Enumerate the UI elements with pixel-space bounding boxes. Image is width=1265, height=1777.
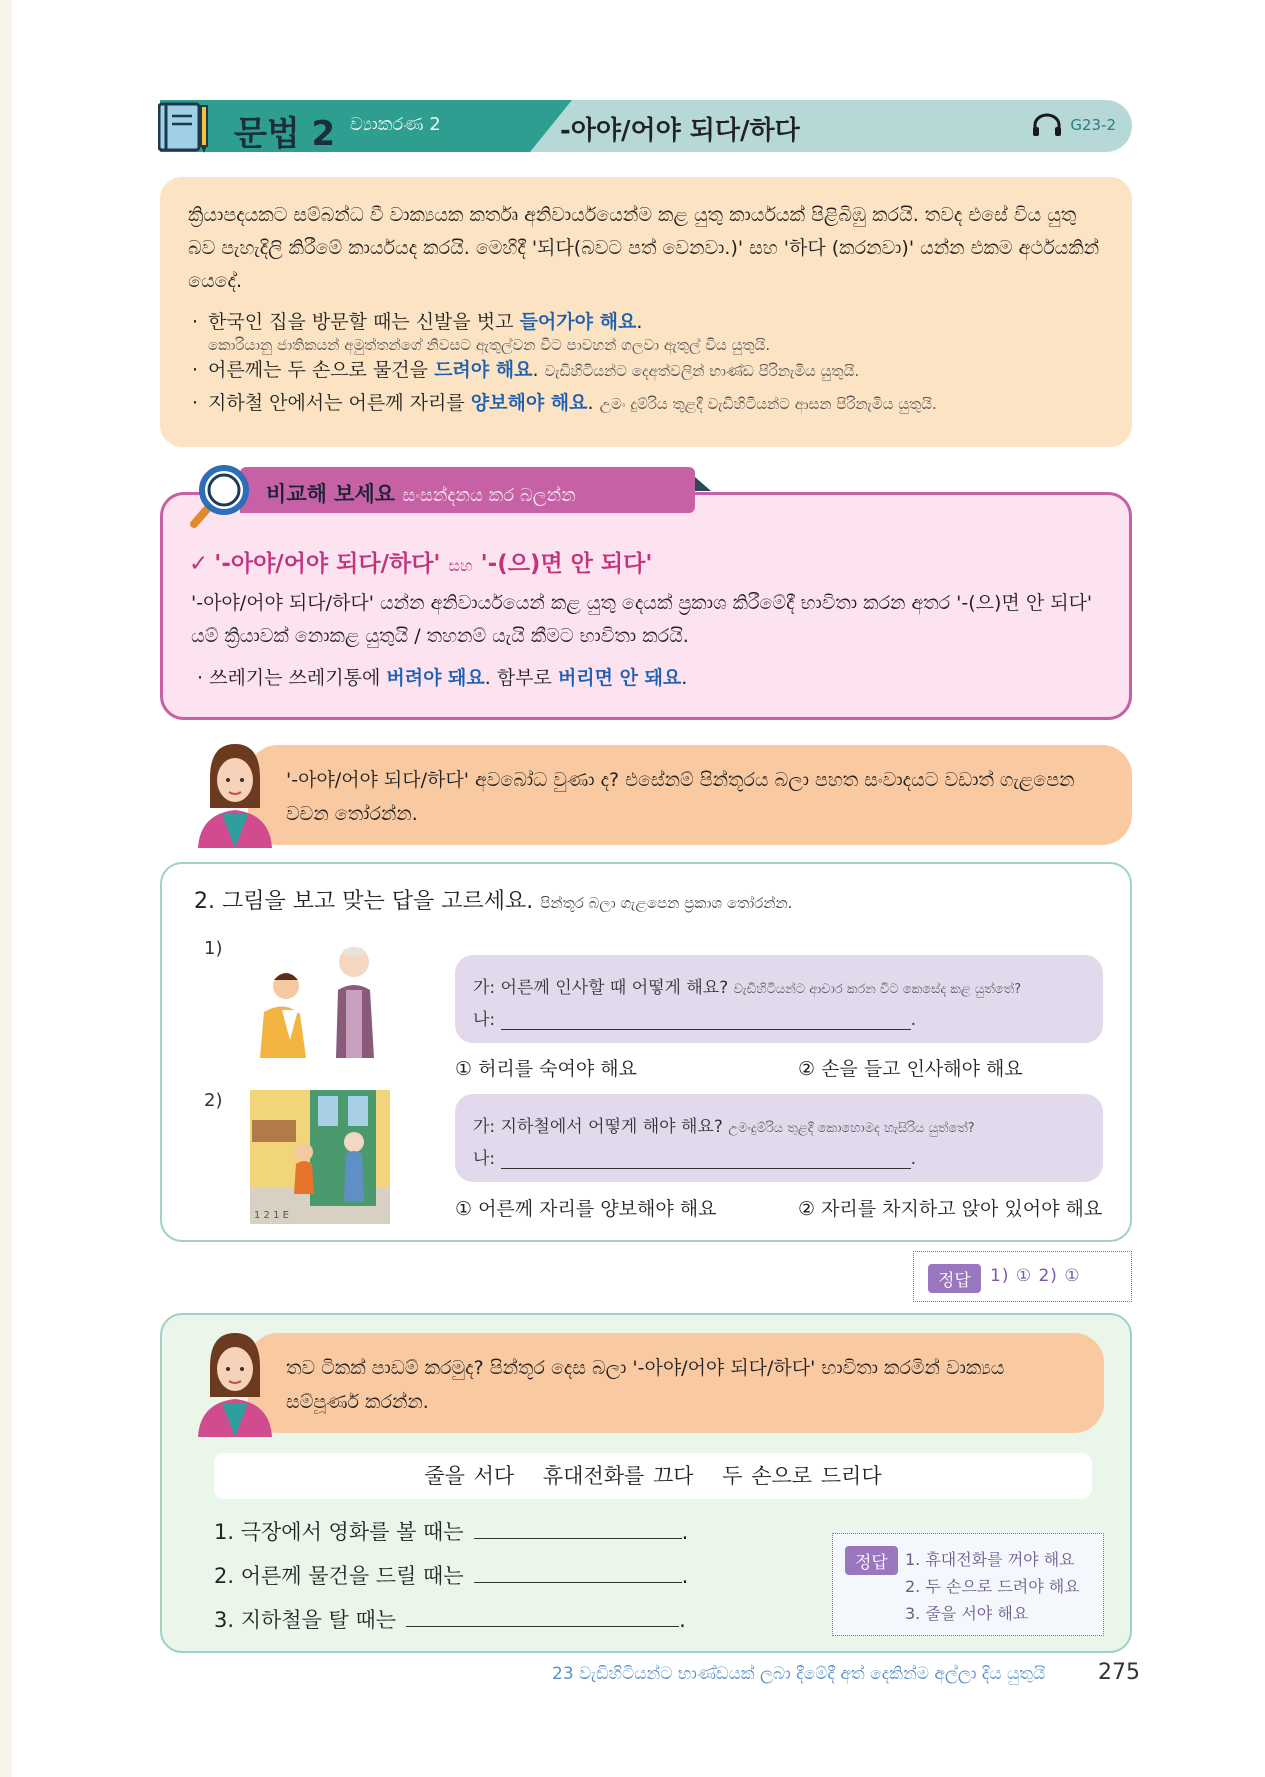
practice-prompt: 2. 어른께 물건을 드릴 때는 bbox=[214, 1564, 464, 1588]
compare-tab-si: සංසන්දනය කර බලන්න bbox=[402, 485, 576, 506]
exercise-title bbox=[194, 884, 792, 915]
notebook-icon bbox=[158, 100, 210, 154]
answer-key-2 bbox=[832, 1533, 1104, 1636]
answer-item: 2. 두 손으로 드려야 해요 bbox=[905, 1577, 1080, 1596]
audio-code: G23-2 bbox=[1070, 116, 1116, 134]
practice-question: 2. 어른께 물건을 드릴 때는 . bbox=[214, 1560, 688, 1590]
grammar-title: 문법 2 bbox=[234, 114, 336, 154]
example-punct: . bbox=[587, 392, 594, 414]
question-ko: 가: 어른께 인사할 때 어떻게 해요? bbox=[473, 978, 729, 998]
compare-example-text: . bbox=[681, 667, 688, 689]
dialogue-box bbox=[455, 955, 1103, 1043]
compare-tab-label bbox=[266, 478, 576, 508]
teacher-prompt: '-아야/어야 되다/하다' අවබෝධ වුණා ද? එසේනම් පින්තූරය බලා පහත සංවාදයට වඩාත් ගැළපෙන වචන තෝරන්න. bbox=[248, 745, 1132, 845]
answer-blank[interactable] bbox=[501, 1150, 911, 1169]
question-number: 2) bbox=[204, 1090, 223, 1111]
svg-text:1 2 1 E: 1 2 1 E bbox=[254, 1210, 289, 1221]
lesson-title: වැඩිහිටියන්ට භාණ්ඩයක් ලබා දීමේදී අත් දෙකින්ම අල්ලා දිය යුතුයි bbox=[579, 1664, 1046, 1684]
answer-badge: 정답 bbox=[928, 1264, 981, 1293]
answer-list bbox=[905, 1546, 1080, 1627]
answer-badge: 정답 bbox=[845, 1546, 898, 1575]
grammar-explanation bbox=[160, 177, 1132, 447]
exercise-title-ko: 2. 그림을 보고 맞는 답을 고르세요. bbox=[194, 889, 534, 914]
compare-box bbox=[160, 492, 1132, 720]
practice-prompt: 3. 지하철을 탈 때는 bbox=[214, 1608, 397, 1632]
example-gloss: උමං දුම්රිය තුළදී වැඩිහිටියන්ට ආසන පිරිනැමිය යුතුයි. bbox=[599, 395, 937, 413]
example-list bbox=[188, 308, 1104, 418]
dialogue-line-ga bbox=[473, 1112, 1085, 1144]
example-gloss: වැඩිහිටියන්ට දෙඅත්වලින් භාණ්ඩ පිරිනැමිය යුතුයි. bbox=[544, 362, 860, 380]
word-bank-item: 줄을 서다 bbox=[424, 1464, 515, 1488]
check-icon: ✓ bbox=[189, 551, 209, 577]
answer-blank[interactable] bbox=[474, 1560, 682, 1583]
example-highlight: 양보해야 해요 bbox=[470, 392, 588, 414]
compare-form-a: '-아야/어야 되다/하다' bbox=[214, 551, 441, 577]
example-text: 어른께는 두 손으로 물건을 bbox=[208, 359, 435, 381]
option-1[interactable]: ① 어른께 자리를 양보해야 해요 bbox=[455, 1198, 717, 1220]
grammar-subtitle: ව්‍යාකරණ 2 bbox=[350, 114, 441, 135]
headphones-icon bbox=[1032, 113, 1062, 137]
teacher-avatar bbox=[190, 1327, 280, 1437]
answer-label: 나: bbox=[473, 1010, 496, 1030]
example-text: 지하철 안에서는 어른께 자리를 bbox=[208, 392, 471, 414]
page-number: 275 bbox=[1098, 1660, 1140, 1685]
practice-prompt: 1. 극장에서 영화를 볼 때는 bbox=[214, 1520, 464, 1544]
question-si: උමංදුම්රිය තුළදී කොහොමද හැසිරිය යුත්තේ? bbox=[728, 1121, 975, 1136]
question-number: 1) bbox=[204, 938, 223, 959]
compare-tab-fold bbox=[695, 477, 711, 491]
option-2[interactable]: ② 손을 들고 인사해야 해요 bbox=[798, 1058, 1023, 1080]
word-bank-item: 두 손으로 드리다 bbox=[722, 1464, 882, 1488]
explanation-paragraph: ක්‍රියාපදයකට සම්බන්ධ වී වාක්‍යයක කර්තෘ අනිවාර්යයෙන්ම කළ යුතු කාර්යයක් පිළිබිඹු කරයි. තවද එසේ විය යුතු බව පැහැදිලි කිරීමේ කාර්යයද කරයි. මෙහිදී '되다(බවට පත් වෙනවා.)' සහ '하다 (කරනවා)' යන්න එකම අර්ථයකින් යෙදේ. bbox=[188, 204, 1100, 292]
header-title-band bbox=[160, 100, 530, 152]
compare-and: සහ bbox=[448, 556, 473, 575]
example-punct: . bbox=[532, 359, 539, 381]
example-gloss: කොරියානු ජාතිකයන් අමුත්තන්ගේ නිවසට ඇතුල්වන විට පාවහන් ගලවා ඇතුල් විය යුතුයි. bbox=[208, 336, 771, 354]
answer-blank[interactable] bbox=[501, 1011, 911, 1030]
answer-label: 나: bbox=[473, 1149, 496, 1169]
dialogue-line-na: 나: . bbox=[473, 1010, 916, 1030]
word-bank bbox=[214, 1453, 1092, 1499]
compare-example-highlight: 버리면 안 돼요 bbox=[557, 667, 682, 689]
answer-item: 3. 줄을 서야 해요 bbox=[905, 1604, 1029, 1623]
bowing-illustration bbox=[250, 940, 390, 1058]
example-sentence bbox=[188, 308, 1104, 336]
option-1[interactable]: ① 허리를 숙여야 해요 bbox=[455, 1058, 637, 1080]
page-spine bbox=[0, 0, 12, 1777]
example-punct: . bbox=[636, 311, 643, 333]
word-bank-item: 휴대전화를 끄다 bbox=[542, 1464, 694, 1488]
question-ko: 가: 지하철에서 어떻게 해야 해요? bbox=[473, 1117, 723, 1137]
dialogue-line-ga bbox=[473, 973, 1085, 1005]
answer-text: 1) ① 2) ① bbox=[990, 1266, 1081, 1286]
exercise-2 bbox=[160, 862, 1132, 1242]
example-sentence bbox=[188, 389, 1104, 418]
compare-tab-ko: 비교해 보세요 bbox=[266, 482, 396, 506]
magnifier-icon bbox=[188, 462, 256, 530]
practice-question: 1. 극장에서 영화를 볼 때는 . bbox=[214, 1516, 688, 1546]
answer-key-1 bbox=[913, 1251, 1132, 1302]
teacher-prompt-2: තව ටිකක් පාඩම් කරමුද? පින්තූර දෙස බලා '-아야/어야 되다/하다' භාවිතා කරමින් වාක්‍යය සම්පූර්ණ කරන්න. bbox=[248, 1333, 1104, 1433]
audio-track[interactable] bbox=[1032, 113, 1116, 137]
example-text: 한국인 집을 방문할 때는 신발을 벗고 bbox=[208, 311, 520, 333]
dialogue-line-na: 나: . bbox=[473, 1149, 916, 1169]
compare-body: '-아야/어야 되다/하다' යන්න අනිවාර්යයෙන් කළ යුතු දෙයක් ප්‍රකාශ කිරීමේදී භාවිතා කරන අතර '-(으)면 안 되다' යම් ක්‍රියාවක් නොකළ යුතුයි / තහනම් යැයි කීමට භාවිතා කරයි. bbox=[191, 592, 1093, 647]
compare-example-highlight: 버려야 돼요 bbox=[386, 667, 485, 689]
answer-blank[interactable] bbox=[474, 1516, 682, 1539]
answer-item: 1. 휴대전화를 꺼야 해요 bbox=[905, 1550, 1075, 1569]
practice-question: 3. 지하철을 탈 때는 . bbox=[214, 1604, 686, 1634]
dialogue-box bbox=[455, 1094, 1103, 1182]
page-footer bbox=[552, 1664, 1045, 1684]
option-2[interactable]: ② 자리를 차지하고 앉아 있어야 해요 bbox=[798, 1198, 1103, 1220]
answer-blank[interactable] bbox=[406, 1604, 679, 1627]
subway-illustration bbox=[250, 1090, 390, 1224]
grammar-header bbox=[160, 100, 1132, 152]
teacher-avatar bbox=[190, 738, 280, 848]
compare-example-text: . 함부로 bbox=[484, 667, 558, 689]
example-highlight: 드려야 해요 bbox=[434, 359, 533, 381]
question-si: වැඩිහිටියන්ට ආචාර කරන විට කෙසේද කළ යුත්තේ? bbox=[733, 982, 1022, 997]
compare-example: · 쓰레기는 쓰레기통에 버려야 돼요. 함부로 버리면 안 돼요. bbox=[197, 667, 688, 689]
example-highlight: 들어가야 해요 bbox=[519, 311, 637, 333]
compare-form-b: '-(으)면 안 되다' bbox=[480, 551, 653, 577]
exercise-title-si: පින්තූර බලා ගැළපෙන ප්‍රකාශ තෝරන්න. bbox=[540, 894, 793, 912]
compare-title bbox=[189, 545, 652, 578]
grammar-topic: -아야/어야 되다/하다 bbox=[560, 116, 800, 146]
lesson-number: 23 bbox=[552, 1664, 574, 1684]
compare-example-text: 쓰레기는 쓰레기통에 bbox=[209, 667, 387, 689]
example-sentence bbox=[188, 356, 1104, 385]
